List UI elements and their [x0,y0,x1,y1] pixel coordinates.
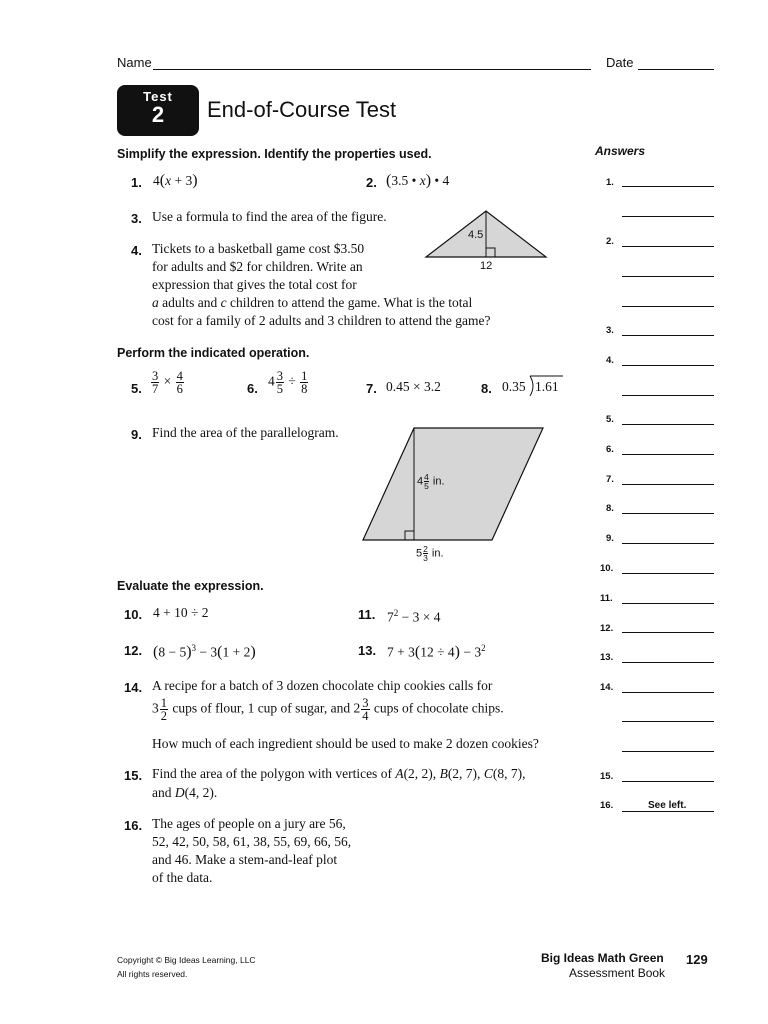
answer-line[interactable] [622,216,714,217]
question-5: $\frac{3}{7}$ × $\frac{4}{6}$ [152,369,183,396]
answer-line[interactable] [622,513,714,514]
question-16-line: and 46. Make a stem-and-leaf plot [152,852,338,867]
question-number: 9. [131,427,142,442]
answer-number: 4. [606,355,614,366]
answer-number: 3. [606,325,614,336]
question-number: 7. [366,381,377,396]
question-9: Find the area of the parallelogram. [152,425,339,440]
question-16-line: of the data. [152,870,213,885]
question-number: 16. [124,818,143,833]
answer-number: 6. [606,444,614,455]
section-heading-evaluate: Evaluate the expression. [117,579,264,593]
answer-number: 16. [600,800,614,811]
answer-line[interactable] [622,781,714,782]
answer-16-text: See left. [648,800,687,811]
question-number: 4. [131,243,142,258]
answer-number: 12. [600,623,614,634]
answer-line[interactable] [622,662,714,663]
answer-number: 14. [600,682,614,693]
date-line[interactable] [638,69,714,70]
badge-word: Test [143,89,173,104]
question-14-line: A recipe for a batch of 3 dozen chocolate chip cookies calls for [152,678,493,693]
answer-number: 11. [600,593,613,604]
question-4-line: expression that gives the total cost for [152,277,357,292]
answer-line[interactable] [622,721,714,722]
answer-line[interactable] [622,186,714,187]
question-6: 4 $\frac{3}{5}$ ÷ $\frac{1}{8}$ [268,369,308,396]
answer-number: 2. [606,236,614,247]
question-2: (3.5 • x) • 4 [386,172,450,189]
question-number: 14. [124,680,143,695]
parallelogram-shape [363,428,543,540]
name-line[interactable] [153,69,591,70]
question-number: 8. [481,381,492,396]
answer-number: 8. [606,503,614,514]
answer-line[interactable] [622,306,714,307]
copyright: Copyright © Big Ideas Learning, LLC [117,955,256,965]
date-label: Date [606,55,634,70]
section-heading-operation: Perform the indicated operation. [117,346,310,360]
question-11: $7^2 - 3 \times 4$ [387,608,441,625]
answer-line[interactable] [622,365,714,366]
page-title: End-of-Course Test [207,97,397,122]
answer-line[interactable] [622,811,714,812]
question-number: 12. [124,643,143,658]
question-7: 0.45 × 3.2 [386,379,441,394]
question-15-line: Find the area of the polygon with vertices of A(2, 2), B(2, 7), C(8, 7), [152,766,526,781]
parallelogram-height-label: 4 $\frac{4}{5}$ in. [417,472,445,491]
answer-line[interactable] [622,395,714,396]
section-heading-simplify: Simplify the expression. Identify the properties used. [117,147,432,161]
answer-line[interactable] [622,543,714,544]
question-13: $7 + 3(12 \div 4) - 3^2$ [387,643,486,661]
question-4-line: for adults and $2 for children. Write an [152,259,363,274]
answer-line[interactable] [622,573,714,574]
answer-line[interactable] [622,454,714,455]
question-10: 4 + 10 ÷ 2 [153,605,209,620]
answer-line[interactable] [622,603,714,604]
answer-number: 1. [606,177,614,188]
name-label: Name [117,55,152,70]
answer-number: 7. [606,474,614,485]
answer-line[interactable] [622,276,714,277]
question-16-line: The ages of people on a jury are 56, [152,816,346,831]
question-number: 11. [358,607,376,622]
answer-number: 10. [600,563,614,574]
answer-line[interactable] [622,751,714,752]
answer-line[interactable] [622,484,714,485]
question-number: 1. [131,175,142,190]
triangle-height-label: 4.5 [468,229,484,241]
question-3: Use a formula to find the area of the figure. [152,209,387,224]
answer-line[interactable] [622,692,714,693]
question-4-line: Tickets to a basketball game cost $3.50 [152,241,365,256]
question-number: 3. [131,211,142,226]
question-number: 13. [358,643,377,658]
question-8-divisor: 0.35 [502,379,526,394]
parallelogram-figure [360,425,548,545]
answer-line[interactable] [622,424,714,425]
question-number: 10. [124,607,143,622]
test-badge [117,85,199,136]
rights-reserved: All rights reserved. [117,969,188,979]
question-16-line: 52, 42, 50, 58, 61, 38, 55, 69, 66, 56, [152,834,352,849]
book-title: Big Ideas Math Green [541,951,664,965]
question-4-line: cost for a family of 2 adults and 3 children to attend the game? [152,313,491,328]
book-subtitle: Assessment Book [569,966,666,980]
question-12: $(8 - 5)^3 - 3(1 + 2)$ [153,643,256,661]
answer-line[interactable] [622,632,714,633]
question-14-line: 3 $\frac{1}{2}$ cups of flour, 1 cup of sugar, and 2 $\frac{3}{4}$ cups of chocolate chips. [152,696,504,723]
question-14-line: How much of each ingredient should be used to make 2 dozen cookies? [152,736,539,751]
question-number: 15. [124,768,143,783]
answer-line[interactable] [622,246,714,247]
question-number: 2. [366,175,377,190]
question-4-line: a adults and c children to attend the game. What is the total [152,295,473,310]
answers-heading: Answers [595,144,646,158]
question-number: 5. [131,381,142,396]
question-1: 4(x + 3) [153,172,198,189]
page-number: 129 [686,952,708,967]
answer-number: 15. [600,771,614,782]
badge-number: 2 [151,102,165,127]
answer-number: 13. [600,652,614,663]
triangle-base-label: 12 [480,260,493,272]
answer-line[interactable] [622,335,714,336]
question-8-dividend: 1.61 [535,379,559,394]
parallelogram-base-label: 5 $\frac{2}{3}$ in. [416,544,444,563]
question-15-line: and D(4, 2). [152,785,218,800]
question-number: 6. [247,381,258,396]
answer-number: 9. [606,533,614,544]
answer-number: 5. [606,414,614,425]
